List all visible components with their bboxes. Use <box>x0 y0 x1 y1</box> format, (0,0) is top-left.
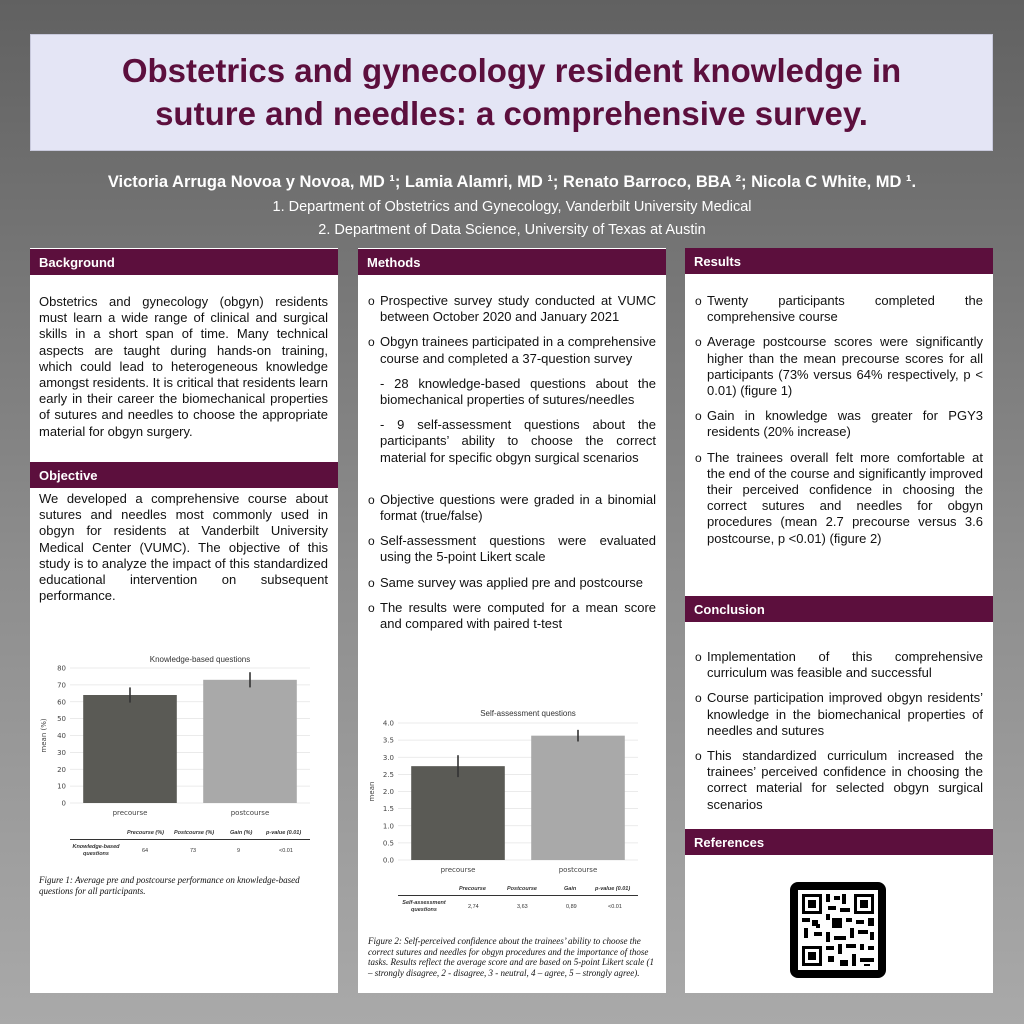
chart2-title: Self-assessment questions <box>480 709 576 718</box>
affiliation-1: 1. Department of Obstetrics and Gynecology, Vanderbilt University Medical <box>272 199 752 215</box>
background-text: Obstetrics and gynecology (obgyn) residents must learn a wide range of clinical and surgical skills in a short span of time. Many technical aspects are taught during hands-on training, which could lead to heterogeneous knowledge amongst residents. It is critical that residents learn early in their career the biomechanical properties of sutures and needles to choose the appropriate material for obgyn surgery. <box>39 294 328 439</box>
conclusion-heading: Conclusion <box>685 596 993 622</box>
results-item: o Twenty participants completed the comprehensive course <box>695 293 983 325</box>
results-item: o Gain in knowledge was greater for PGY3 residents (20% increase) <box>695 408 983 440</box>
bar-postcourse <box>203 680 297 803</box>
y-tick-label: 1.0 <box>382 822 394 831</box>
methods-item: o Prospective survey study conducted at VUMC between October 2020 and January 2021 <box>368 293 656 325</box>
y-tick-label: 2.5 <box>382 770 394 779</box>
y-tick-label: 0.0 <box>382 856 394 865</box>
column-middle <box>358 248 666 993</box>
x-tick-label: precourse <box>112 809 148 817</box>
fig2-th-pre: Precourse <box>459 886 486 892</box>
figure2-table <box>358 882 666 922</box>
figure2-caption: Figure 2: Self-perceived confidence about the trainees’ ability to choose the correct sutures and needles for obgyn procedures and the importance of those tasks. Results reflect the average score and are based on 5-point Likert scale (1 – strongly disagree, 2 - disagree, 3 - neutral, 4 – agree, 5 – strongly agree). <box>368 936 654 978</box>
bar-precourse <box>83 695 177 803</box>
fig1-cell-gain: 9 <box>237 848 241 854</box>
fig2-cell-p: <0.01 <box>608 904 622 910</box>
y-tick-label: 1.5 <box>382 805 394 814</box>
poster-title: Obstetrics and gynecology resident knowledge in suture and needles: a comprehensive survey. <box>121 51 902 132</box>
y-tick-label: 3.0 <box>382 753 394 762</box>
conclusion-item: o This standardized curriculum increased the trainees’ perceived confidence in choosing the correct material for selected obgyn surgical scenarios <box>695 748 983 813</box>
methods-heading: Methods <box>358 249 666 275</box>
y-tick-label: 20 <box>57 765 66 774</box>
y-tick-label: 4.0 <box>382 719 394 728</box>
background-heading: Background <box>30 249 338 275</box>
results-item: o The trainees overall felt more comfortable at the end of the course and significantly improved their perceived confidence in choosing the correct sutures and needles for obgyn procedures (mean 2.7 precourse versus 3.6 postcourse, p <0.01) (figure 2) <box>695 450 983 547</box>
fig2-row-label: Self-assessment questions <box>402 900 446 913</box>
fig1-th-p: p-value (0.01) <box>266 830 302 836</box>
fig1-cell-pre: 64 <box>142 848 149 854</box>
y-tick-label: 30 <box>57 748 66 757</box>
methods-item: o Objective questions were graded in a binomial format (true/false) <box>368 492 656 524</box>
fig2-cell-post: 3,63 <box>517 904 528 910</box>
authors: Victoria Arruga Novoa y Novoa, MD ¹; Lamia Alamri, MD ¹; Renato Barroco, BBA ²; Nicola C White, MD ¹. <box>107 173 917 191</box>
methods-list <box>368 293 656 641</box>
fig1-th-gain: Gain (%) <box>230 830 253 836</box>
fig1-cell-p: <0.01 <box>279 848 293 854</box>
column-left <box>30 248 338 993</box>
affiliation-2: 2. Department of Data Science, University of Texas at Austin <box>318 222 706 238</box>
chart1-knowledge <box>30 648 338 823</box>
y-tick-label: 70 <box>57 681 66 690</box>
y-tick-label: 60 <box>57 698 66 707</box>
fig2-th-post: Postcourse <box>507 886 537 892</box>
figure1-table <box>30 826 338 866</box>
chart1-title: Knowledge-based questions <box>149 655 251 664</box>
results-item: o Average postcourse scores were significantly higher than the mean precourse scores for all participants (73% versus 64% respectively, p < 0.01) (figure 1) <box>695 334 983 399</box>
fig1-th-post: Postcourse (%) <box>174 830 215 836</box>
methods-subitem: - 28 knowledge-based questions about the biomechanical properties of sutures/needles <box>380 375 656 408</box>
y-axis-label: mean (%) <box>40 718 48 753</box>
methods-item: o Same survey was applied pre and postcourse <box>368 575 656 591</box>
fig2-cell-gain: 0,89 <box>566 904 577 910</box>
y-tick-label: 0.5 <box>382 839 394 848</box>
fig1-cell-post: 73 <box>190 848 197 854</box>
fig1-table-rule <box>70 839 310 840</box>
y-tick-label: 50 <box>57 715 66 724</box>
objective-text: We developed a comprehensive course about sutures and needles most commonly used in obgyn for residents at Vanderbilt University Medical Center (VUMC). The objective of this study is to analyze the impact of this standardized educational intervention on subsequent performance. <box>39 491 328 604</box>
fig1-th-pre: Precourse (%) <box>127 830 164 836</box>
y-tick-label: 3.5 <box>382 736 394 745</box>
objective-heading: Objective <box>30 462 338 488</box>
x-tick-label: postcourse <box>230 809 270 817</box>
fig1-row-label: Knowledge-based questions <box>72 844 120 857</box>
fig2-th-gain: Gain <box>564 886 577 892</box>
qr-code-icon[interactable] <box>790 882 886 978</box>
conclusion-item: o Course participation improved obgyn residents’ knowledge in the biomechanical properties of needles and sutures <box>695 690 983 739</box>
methods-item: o The results were computed for a mean score and compared with paired t-test <box>368 600 656 632</box>
bar-postcourse <box>531 736 625 860</box>
y-tick-label: 0 <box>61 799 66 808</box>
y-axis-label: mean <box>368 781 376 802</box>
methods-subitem: - 9 self-assessment questions about the participants’ ability to choose the correct material for specific obgyn surgical scenarios <box>380 417 656 465</box>
fig2-cell-pre: 2,74 <box>468 904 479 910</box>
conclusion-list <box>695 649 983 822</box>
results-heading: Results <box>685 248 993 274</box>
title-banner <box>30 34 993 151</box>
column-right <box>685 248 993 993</box>
chart2-self-assessment <box>358 703 666 881</box>
x-tick-label: precourse <box>440 866 476 874</box>
methods-item: o Obgyn trainees participated in a comprehensive course and completed a 37-question survey <box>368 334 656 366</box>
results-list <box>695 293 983 556</box>
fig2-th-p: p-value (0.01) <box>595 886 631 892</box>
bar-precourse <box>411 766 505 860</box>
y-tick-label: 80 <box>57 664 66 673</box>
figure1-caption: Figure 1: Average pre and postcourse performance on knowledge-based questions for all participants. <box>39 875 300 896</box>
y-tick-label: 10 <box>57 782 66 791</box>
y-tick-label: 2.0 <box>382 788 394 796</box>
fig2-table-rule <box>398 895 638 896</box>
y-tick-label: 40 <box>57 732 66 740</box>
methods-item: o Self-assessment questions were evaluated using the 5-point Likert scale <box>368 533 656 565</box>
x-tick-label: postcourse <box>558 866 598 874</box>
references-heading: References <box>685 829 993 855</box>
conclusion-item: o Implementation of this comprehensive curriculum was feasible and successful <box>695 649 983 681</box>
